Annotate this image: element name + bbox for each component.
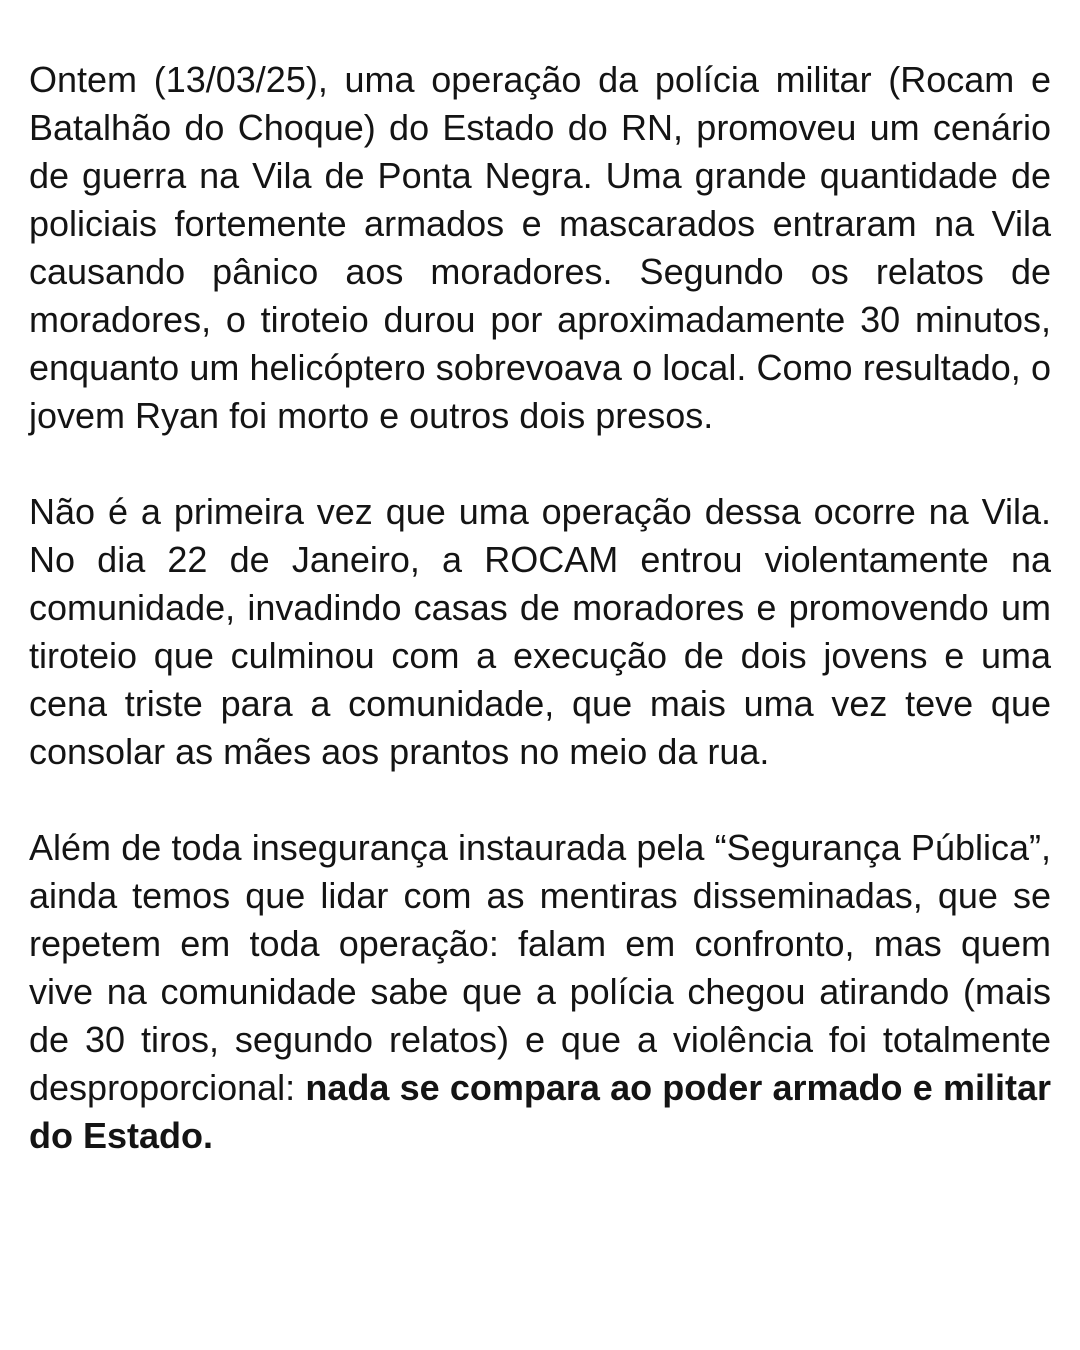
paragraph-1 xyxy=(29,56,1051,440)
paragraph-3-text: Além de toda insegurança instaurada pela “Segurança Pública”, ainda temos que lidar com as mentiras disseminadas, que se repetem em toda operação: falam em confronto, mas quem vive na comunidade sabe que a polícia chegou atirando (mais de 30 tiros, segundo relatos) e que a violência foi totalmente desproporcional: xyxy=(29,827,1051,1108)
paragraph-3-bold-conclusion: nada se compara ao poder armado e militar do Estado. xyxy=(29,1067,1051,1156)
paragraph-2 xyxy=(29,488,1051,776)
paragraph-2-text: Não é a primeira vez que uma operação dessa ocorre na Vila. No dia 22 de Janeiro, a ROCAM entrou violentamente na comunidade, invadindo casas de moradores e promovendo um tiroteio que culminou com a execução de dois jovens e uma cena triste para a comunidade, que mais uma vez teve que consolar as mães aos prantos no meio da rua. xyxy=(29,491,1051,772)
paragraph-1-text: Ontem (13/03/25), uma operação da polícia militar (Rocam e Batalhão do Choque) do Estado do RN, promoveu um cenário de guerra na Vila de Ponta Negra. Uma grande quantidade de policiais fortemente armados e mascarados entraram na Vila causando pânico aos moradores. Segundo os relatos de moradores, o tiroteio durou por aproximadamente 30 minutos, enquanto um helicóptero sobrevoava o local. Como resultado, o jovem Ryan foi morto e outros dois presos. xyxy=(29,59,1051,436)
post-text-body xyxy=(29,56,1051,1160)
paragraph-3 xyxy=(29,824,1051,1160)
